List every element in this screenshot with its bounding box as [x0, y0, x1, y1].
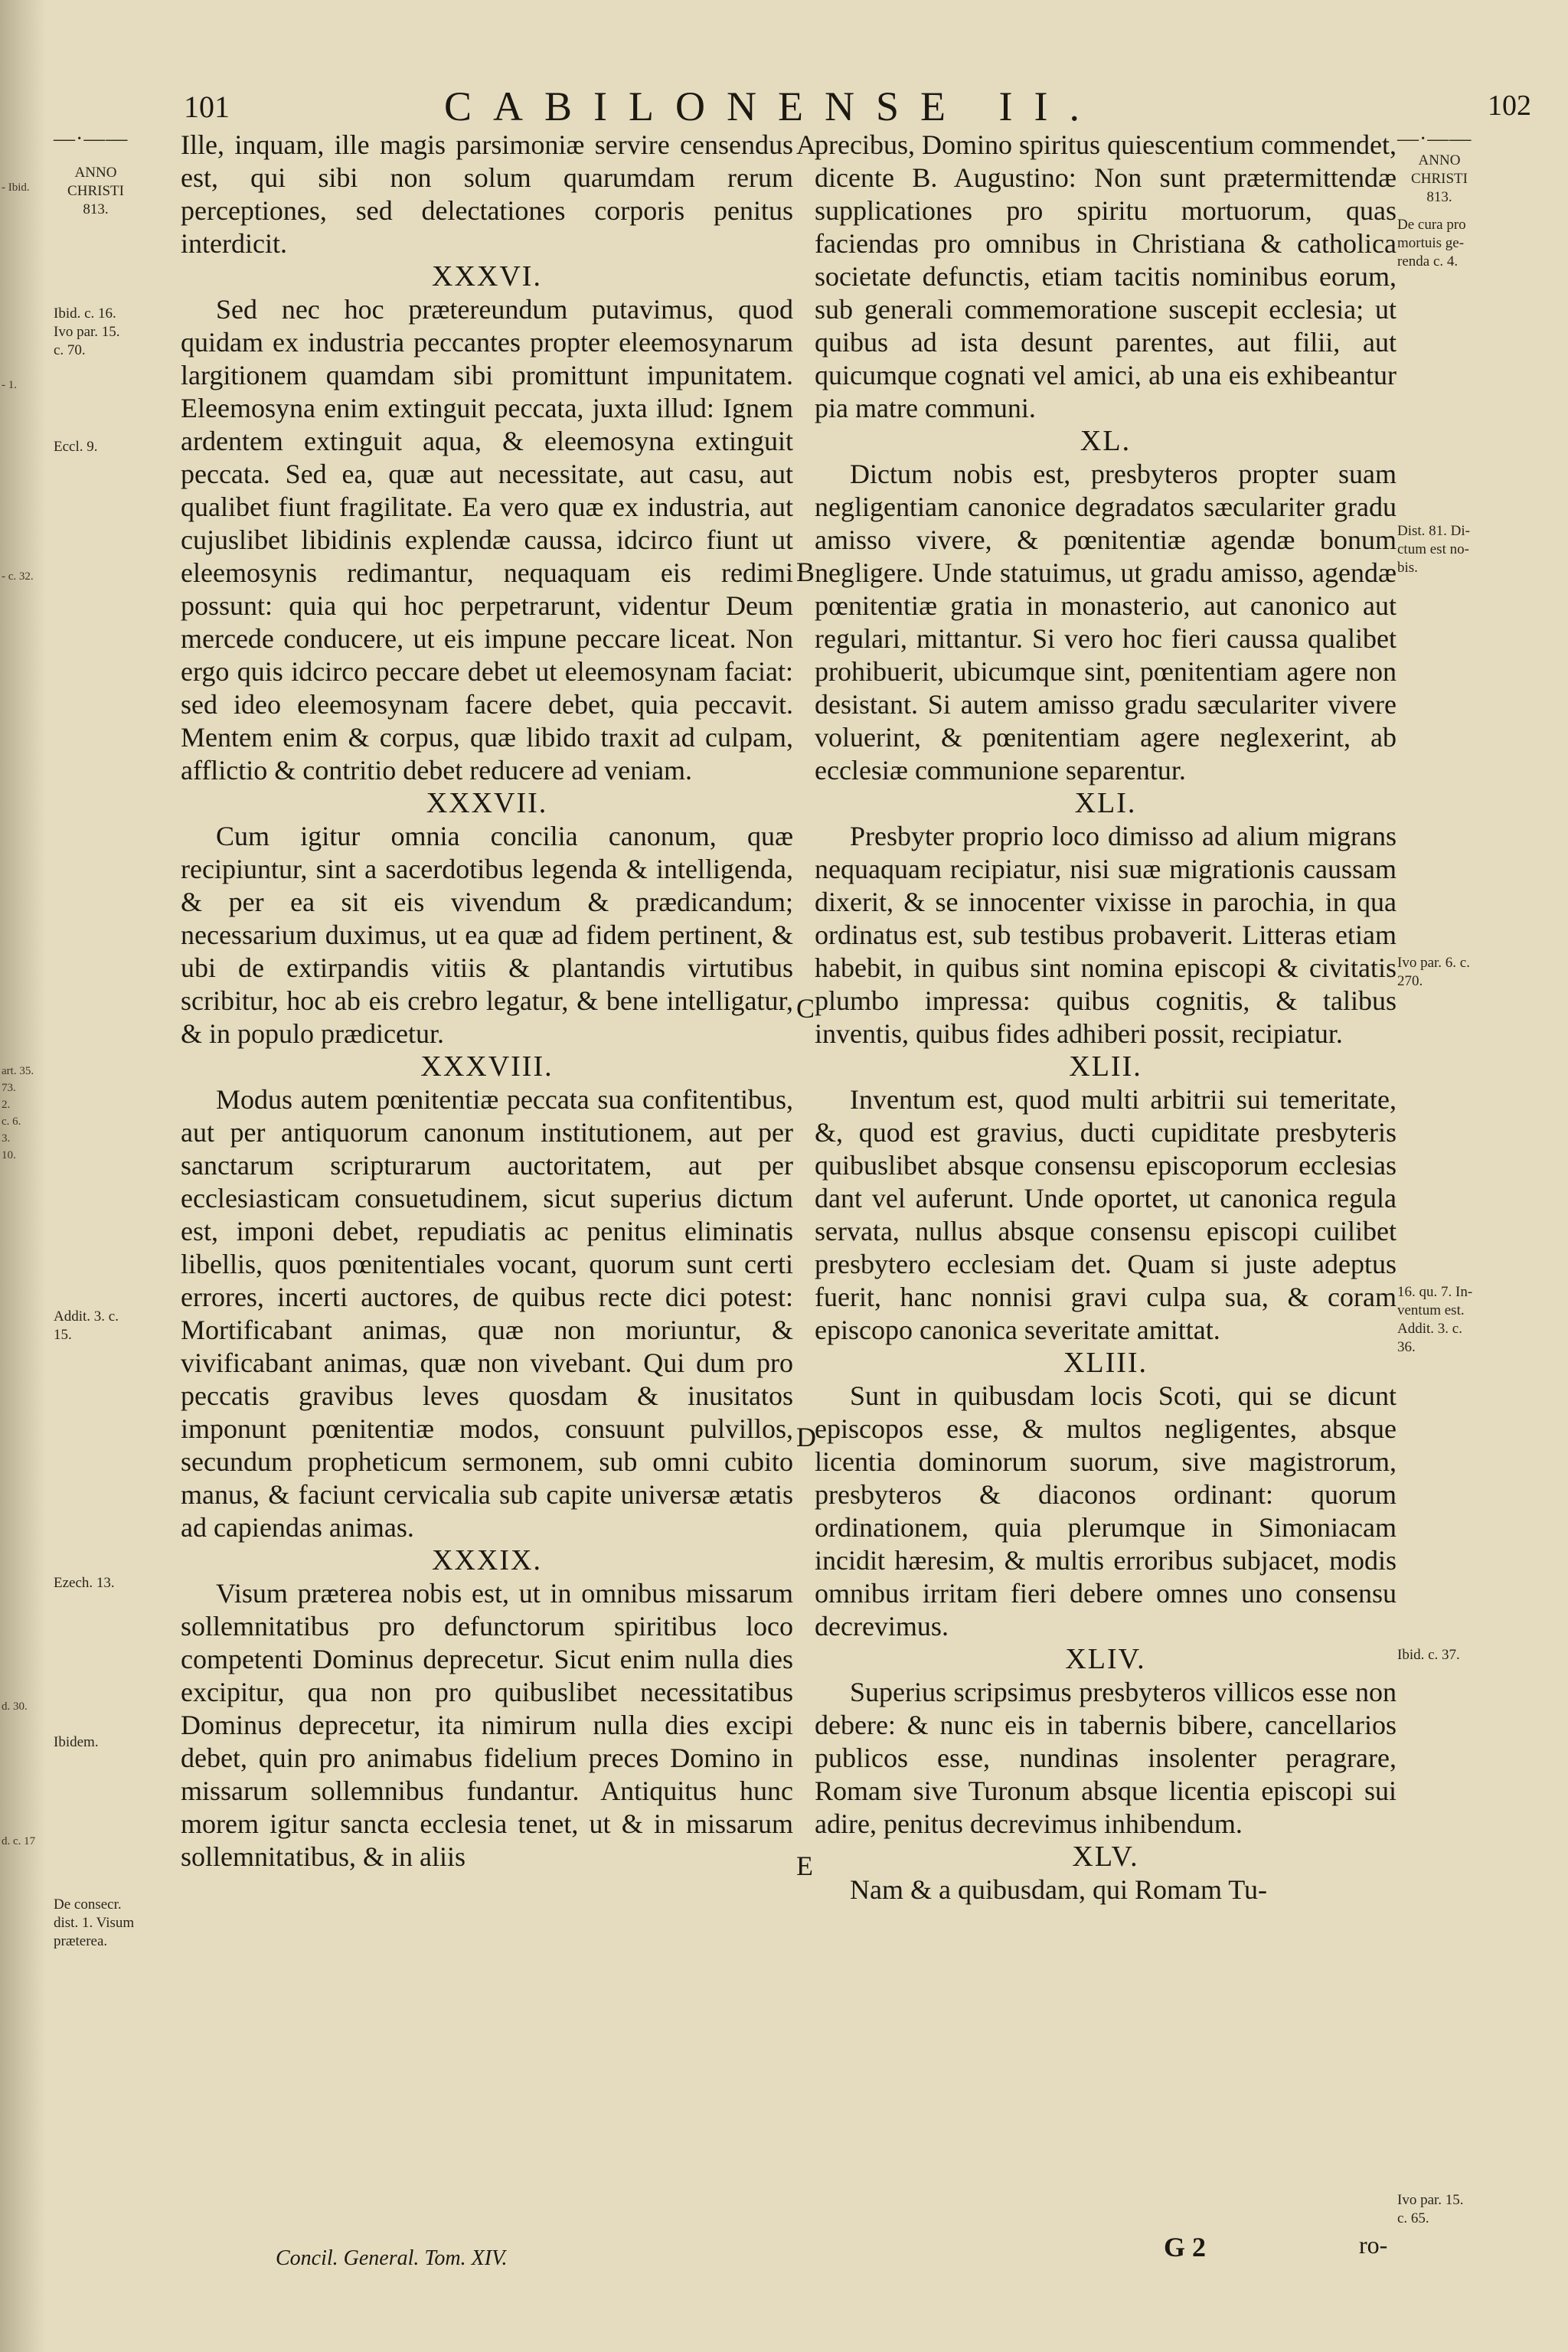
chapter-heading: XXXVI.	[432, 260, 542, 292]
margin-note: De consecr. dist. 1. Visum præterea.	[54, 1896, 135, 1949]
fragment-text: - c. 32.	[2, 570, 34, 583]
continuation-paragraph: precibus, Domino spiritus quiescentium commendet, dicente B. Augustino: Non sunt prætermittendæ supplicationes pro spiritu mortuorum, quas faciendas pro omnibus in Christiana & catholica societate defunctis, etiam tacitis nominibus eorum, sub generali commemoratione suscepit ecclesia; ut quibus ad ista desunt parentes, aut filii, aut quicumque cognati vel amici, ab una eis exhibeantur pia matre communi.	[815, 129, 1396, 423]
chapter-heading: XXXVII.	[426, 787, 548, 819]
margin-note: Ivo par. 6. c. 270.	[1397, 955, 1470, 989]
fragment-text: d. c. 17	[2, 1835, 36, 1847]
chapter-paragraph: Dictum nobis est, presbyteros propter suam negligentiam canonice degradatos sæculariter gradu amisso vivere, & pœnitentiæ agendæ bonum negligere. Unde statuimus, ut gradu amisso, agendæ pœnitentiæ gratia in monasterio, aut canonico aut regulari, mittantur. Si vero hoc fieri caussa qualibet prohibuerit, ubicumque sint, pœnitentiam agere non desistant. Si autem amisso gradu sæculariter vivere voluerint, & pœnitentiam agere neglexerint, ab ecclesiæ communione separentur.	[815, 459, 1396, 786]
margin-rule: —·——	[54, 127, 129, 151]
chapter-paragraph: Sed nec hoc prætereundum putavimus, quod quidam ex industria peccantes propter eleemosynarum largitionem quamdam sibi promittunt impunitatem. Eleemosyna enim extinguit peccata, juxta illud: Ignem ardentem extinguit aqua, & eleemosyna extinguit peccata. Sed ea, quæ aut necessitate, aut casu, aut qualibet fiunt fragilitate. Ea vero quæ ex industria, aut cujuslibet libidinis explendæ caussa, idcirco fiunt ut eleemosynis redimantur, nequaquam eis redimi possunt: quia qui hoc perpetrarunt, videntur Deum mercede conducere, ut eis impune peccare liceat. Non ergo quis idcirco peccare debet ut eleemosynam faciat: sed ideo eleemosynam facere debet, quia peccavit. Mentem enim & corpus, quæ libido traxit ad culpam, afflictio & contritio debet reducere ad veniam.	[181, 294, 793, 786]
fragment-text: 2.	[2, 1099, 11, 1111]
chapter-heading: XLII.	[1069, 1050, 1142, 1083]
page-header	[168, 83, 1531, 129]
margin-note: Ibid. c. 37.	[1397, 1647, 1460, 1663]
margin-note: Ezech. 13.	[54, 1575, 115, 1591]
anno-christi-note: ANNO CHRISTI 813.	[1411, 152, 1468, 205]
chapter-paragraph: Modus autem pœnitentiæ peccata sua confitentibus, aut per antiquorum canonum institutionem, aut per sanctarum scripturarum auctoritatem, aut per ecclesiasticam consuetudinem, sicut superius dictum est, imponi debet, repudiatis ac penitus eliminatis libellis, quos pœnitentiales vocant, quorum sunt certi errores, incerti auctores, de quibus recte dici potest: Mortificabant animas, quæ non moriuntur, & vivificabant animas, quæ non vivebant. Qui dum pro peccatis gravibus leves quosdam & inusitatos imponunt pœnitentiæ modos, consuunt pulvillos, secundum propheticum sermonem, sub omni cubito manus, & faciunt cervicalia sub capite universæ ætatis ad capiendas animas.	[181, 1084, 793, 1543]
fragment-text: - Ibid.	[2, 181, 30, 194]
fragment-text: 73.	[2, 1082, 16, 1094]
chapter-paragraph: Nam & a quibusdam, qui Romam Tu-	[850, 1874, 1268, 1905]
fragment-text: c. 6.	[2, 1116, 21, 1128]
catchword: ro-	[1359, 2231, 1388, 2259]
chapter-heading: XLIV.	[1065, 1643, 1146, 1675]
fragment-text: 3.	[2, 1132, 11, 1145]
fragment-text: art. 35.	[2, 1065, 34, 1077]
chapter-paragraph: Presbyter proprio loco dimisso ad alium migrans nequaquam recipiatur, nisi suæ migrationis caussam dixerit, & se innocenter vixisse in parochia, in qua ordinatus est, sub testibus probaverit. Litteras etiam habebit, in quibus sint nomina episcopi & civitatis plumbo impressa: quibus cognitis, & talibus inventis, quibus fides adhiberi possit, recipiatur.	[815, 821, 1396, 1049]
margin-note: 16. qu. 7. In- ventum est. Addit. 3. c. 36.	[1397, 1284, 1473, 1355]
fragment-text: d. 30.	[2, 1700, 28, 1713]
margin-note: De cura pro mortuis ge- renda c. 4.	[1397, 217, 1466, 270]
anno-christi-note: ANNO CHRISTI 813.	[67, 165, 124, 217]
chapter-paragraph: Inventum est, quod multi arbitrii sui temeritate, &, quod est gravius, ducti cupiditate presbyteris quibuslibet absque consensu episcoporum ecclesias dant vel auferunt. Unde oportet, ut canonica regula servata, nullus absque consensu episcopi cuilibet presbytero ecclesiam det. Quam si juste adeptus fuerit, hanc nonnisi gravi culpa sua, & coram episcopo canonica severitate amittat.	[815, 1084, 1396, 1345]
section-letter-a: A	[796, 129, 816, 160]
signature-mark: G 2	[1164, 2232, 1207, 2262]
page-footer	[0, 2231, 1568, 2305]
chapter-heading: XXXIX.	[432, 1544, 542, 1576]
left-text-column	[181, 129, 793, 1873]
section-letter-e: E	[796, 1851, 813, 1881]
fragment-text: 10.	[2, 1149, 16, 1161]
chapter-paragraph: Sunt in quibusdam locis Scoti, qui se dicunt episcopos esse, & multos negligentes, absque licentia dominorum suorum, sive magistrorum, presbyteros & diaconos ordinant: quorum ordinationem, quia plerumque in Simoniacam incidit hæresim, & multis erroribus subjacet, modis omnibus irritam fieri debere omnes uno consensu decrevimus.	[815, 1380, 1396, 1642]
page-number-left: 101	[184, 90, 230, 124]
page-number-right: 102	[1488, 90, 1531, 122]
margin-rule: —·——	[1397, 127, 1472, 151]
chapter-heading: XLV.	[1072, 1841, 1139, 1873]
section-letter-b: B	[796, 557, 815, 587]
margin-note: Dist. 81. Di- ctum est no- bis.	[1397, 523, 1470, 576]
continuation-paragraph: Ille, inquam, ille magis parsimoniæ servire censendus est, qui sibi non solum quarumdam rerum perceptiones, sed delectationes corporis penitus interdicit.	[181, 129, 793, 259]
margin-note: Ivo par. 15. c. 65.	[1397, 2192, 1464, 2226]
section-letter-d: D	[796, 1422, 816, 1452]
chapter-paragraph: Cum igitur omnia concilia canonum, quæ recipiuntur, sint a sacerdotibus legenda & intelligenda, & per ea sit eis vivendum & prædicandum; necessarium duximus, ut ea quæ ad fidem pertinent, & ubi de extirpandis vitiis & plantandis virtutibus scribitur, hoc ab eis crebro legatur, & bene intelligatur, & in populo prædicetur.	[181, 821, 793, 1049]
left-margin-notes	[54, 0, 176, 2352]
chapter-paragraph: Superius scripsimus presbyteros villicos esse non debere: & nunc eis in tabernis bibere, cancellarios publicos esse, nundinas insolenter peragrare, Romam sive Turonum absque licentia episcopi sui adire, penitus decrevimus inhibendum.	[815, 1677, 1396, 1839]
margin-note: Eccl. 9.	[54, 439, 98, 455]
fragment-text: - 1.	[2, 379, 17, 391]
margin-note: Ibidem.	[54, 1734, 99, 1750]
chapter-heading: XLI.	[1074, 787, 1137, 819]
running-title: CABILONENSE II.	[444, 83, 1101, 129]
chapter-paragraph: Visum præterea nobis est, ut in omnibus missarum sollemnitatibus pro defunctorum spiritibus loco competenti Dominus deprecetur. Sicut enim nulla dies excipitur, qua non pro quibuslibet necessitatibus Dominus deprecetur, ita nimirum nulla dies excipi debet, quin pro animabus fidelium preces Domino in missarum sollemnibus fundantur. Antiquitus hunc morem igitur sancta ecclesia tenet, ut & in missarum sollemnitatibus, & in aliis	[181, 1578, 793, 1872]
chapter-heading: XL.	[1080, 425, 1132, 457]
chapter-heading: XXXVIII.	[420, 1050, 554, 1083]
adjacent-page-fragment	[0, 0, 36, 2352]
chapter-heading: XLIII.	[1063, 1347, 1148, 1379]
volume-reference: Concil. General. Tom. XIV.	[276, 2246, 508, 2270]
right-margin-notes	[1397, 0, 1558, 2352]
margin-note: Addit. 3. c. 15.	[54, 1308, 119, 1343]
right-text-column	[815, 129, 1396, 1906]
margin-note: Ibid. c. 16. Ivo par. 15. c. 70.	[54, 305, 120, 358]
section-letter-c: C	[796, 993, 815, 1024]
